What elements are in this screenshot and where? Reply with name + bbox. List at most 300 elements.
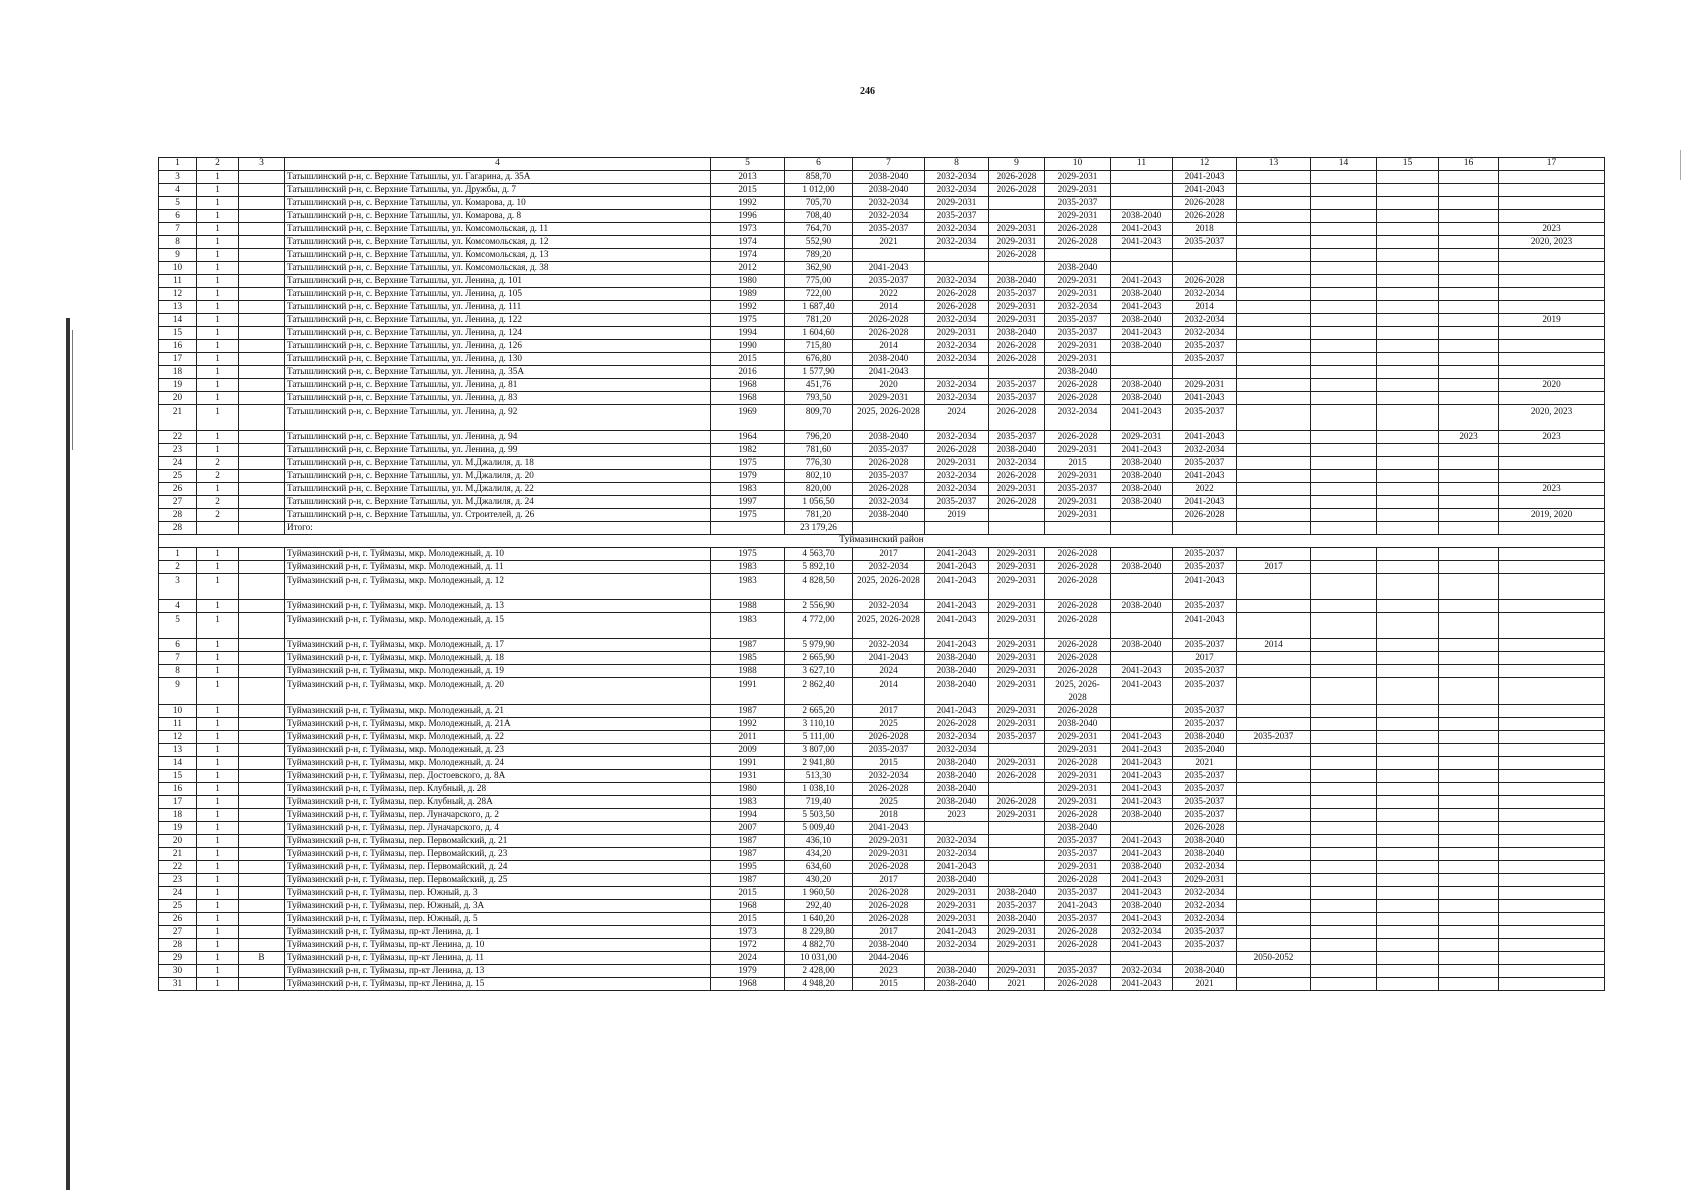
table-cell: 16 xyxy=(159,783,197,796)
table-cell: 2013 xyxy=(711,171,785,184)
table-cell xyxy=(239,913,285,926)
table-cell xyxy=(1045,952,1111,965)
table-cell: 2038-2040 xyxy=(989,275,1045,288)
table-cell xyxy=(1377,600,1439,613)
table-cell xyxy=(239,874,285,887)
table-cell: 2026-2028 xyxy=(1045,548,1111,561)
table-cell: 2032-2034 xyxy=(925,483,989,496)
table-cell: 451,76 xyxy=(785,379,853,392)
table-cell xyxy=(1377,197,1439,210)
table-cell xyxy=(1377,353,1439,366)
table-cell xyxy=(1237,184,1311,197)
table-cell xyxy=(711,522,785,535)
table-cell xyxy=(1237,548,1311,561)
table-cell: 764,70 xyxy=(785,223,853,236)
table-cell: 2029-2031 xyxy=(925,327,989,340)
table-cell: 1 687,40 xyxy=(785,301,853,314)
table-cell xyxy=(1311,574,1377,600)
table-cell: 5 xyxy=(159,613,197,639)
table-cell xyxy=(1377,262,1439,275)
table-cell xyxy=(925,262,989,275)
table-cell xyxy=(1237,197,1311,210)
table-cell xyxy=(1311,236,1377,249)
table-cell: 2041-2043 xyxy=(925,574,989,600)
table-cell xyxy=(989,522,1045,535)
table-cell: 2038-2040 xyxy=(1045,262,1111,275)
table-cell: 430,20 xyxy=(785,874,853,887)
table-row xyxy=(159,457,1605,470)
table-cell xyxy=(239,275,285,288)
table-cell xyxy=(989,848,1045,861)
table-cell: 5 892,10 xyxy=(785,561,853,574)
table-cell: 2044-2046 xyxy=(853,952,925,965)
table-cell: 2041-2043 xyxy=(1173,574,1237,600)
table-cell: 2024 xyxy=(711,952,785,965)
table-cell: 19 xyxy=(159,822,197,835)
table-cell xyxy=(989,952,1045,965)
table-cell: 2026-2028 xyxy=(853,483,925,496)
table-cell xyxy=(239,431,285,444)
address-cell: Татышлинский р-н, с. Верхние Татышлы, ул. Ленина, д. 92 xyxy=(285,405,711,431)
table-cell: 1 xyxy=(197,574,239,600)
table-cell: 4 882,70 xyxy=(785,939,853,952)
table-cell: 2032-2034 xyxy=(853,639,925,652)
table-cell xyxy=(1499,770,1605,783)
table-cell xyxy=(239,652,285,665)
table-cell xyxy=(1237,392,1311,405)
table-cell xyxy=(1311,783,1377,796)
table-cell xyxy=(1237,223,1311,236)
table-cell xyxy=(1439,483,1499,496)
table-cell: В xyxy=(239,952,285,965)
table-cell: 2041-2043 xyxy=(1111,796,1173,809)
table-cell: 2038-2040 xyxy=(853,171,925,184)
table-cell xyxy=(239,470,285,483)
table-cell xyxy=(1377,809,1439,822)
table-cell: 27 xyxy=(159,496,197,509)
table-cell xyxy=(1377,301,1439,314)
table-cell xyxy=(1377,926,1439,939)
table-cell xyxy=(1311,275,1377,288)
table-cell: 2041-2043 xyxy=(1111,327,1173,340)
table-row xyxy=(159,809,1605,822)
table-cell: 2029-2031 xyxy=(925,913,989,926)
table-cell xyxy=(1311,639,1377,652)
table-cell: 2038-2040 xyxy=(925,796,989,809)
address-cell: Туймазинский р-н, г. Туймазы, мкр. Молодежный, д. 11 xyxy=(285,561,711,574)
address-cell: Татышлинский р-н, с. Верхние Татышлы, ул. Дружбы, д. 7 xyxy=(285,184,711,197)
table-cell: 1983 xyxy=(711,574,785,600)
table-cell: 2026-2028 xyxy=(1045,665,1111,678)
table-cell xyxy=(1439,613,1499,639)
table-cell: 2032-2034 xyxy=(925,744,989,757)
table-cell: 1983 xyxy=(711,613,785,639)
table-cell xyxy=(1499,796,1605,809)
table-cell xyxy=(1311,405,1377,431)
table-cell: 2038-2040 xyxy=(1173,848,1237,861)
table-cell: 2029-2031 xyxy=(989,757,1045,770)
table-cell: 1974 xyxy=(711,236,785,249)
table-cell: 10 xyxy=(1045,158,1111,171)
table-cell: 1 xyxy=(197,548,239,561)
table-cell xyxy=(1377,718,1439,731)
table-cell: 17 xyxy=(159,796,197,809)
table-cell: 2026-2028 xyxy=(1045,809,1111,822)
scan-edge-mark xyxy=(66,318,70,1190)
table-cell: 2 xyxy=(197,457,239,470)
table-cell: 31 xyxy=(159,978,197,991)
table-cell xyxy=(1311,678,1377,705)
table-cell: 719,40 xyxy=(785,796,853,809)
table-cell xyxy=(1237,913,1311,926)
table-cell xyxy=(1377,431,1439,444)
table-cell xyxy=(1311,457,1377,470)
table-cell xyxy=(1377,496,1439,509)
table-cell xyxy=(1311,184,1377,197)
table-cell xyxy=(1439,405,1499,431)
table-cell: 513,30 xyxy=(785,770,853,783)
table-cell: 2029-2031 xyxy=(1045,184,1111,197)
table-row xyxy=(159,509,1605,522)
table-cell xyxy=(1311,197,1377,210)
table-cell: 1991 xyxy=(711,757,785,770)
table-row xyxy=(159,861,1605,874)
table-row xyxy=(159,770,1605,783)
table-cell xyxy=(1439,327,1499,340)
table-cell xyxy=(1311,340,1377,353)
table-cell xyxy=(1377,379,1439,392)
table-cell: 1997 xyxy=(711,496,785,509)
table-cell: 5 111,00 xyxy=(785,731,853,744)
table-cell xyxy=(1377,444,1439,457)
table-cell xyxy=(1237,796,1311,809)
table-cell: 1988 xyxy=(711,600,785,613)
table-cell: 2035-2037 xyxy=(1173,926,1237,939)
table-cell: 2035-2037 xyxy=(1173,783,1237,796)
table-cell xyxy=(1237,470,1311,483)
table-cell xyxy=(239,678,285,705)
table-cell: 2032-2034 xyxy=(1173,887,1237,900)
table-cell xyxy=(1111,652,1173,665)
table-cell xyxy=(239,366,285,379)
table-cell: 1 xyxy=(197,887,239,900)
table-cell: 2020, 2023 xyxy=(1499,236,1605,249)
table-cell xyxy=(1311,496,1377,509)
address-cell: Татышлинский р-н, с. Верхние Татышлы, ул. Ленина, д. 83 xyxy=(285,392,711,405)
table-cell xyxy=(925,952,989,965)
table-cell: 1 xyxy=(197,340,239,353)
table-cell xyxy=(1237,874,1311,887)
table-cell: 2029-2031 xyxy=(1045,861,1111,874)
table-cell: 6 xyxy=(785,158,853,171)
table-cell: 2038-2040 xyxy=(925,978,989,991)
table-row xyxy=(159,718,1605,731)
table-cell: 2041-2043 xyxy=(1111,223,1173,236)
table-cell xyxy=(1111,522,1173,535)
table-cell xyxy=(1237,600,1311,613)
table-cell: 2038-2040 xyxy=(925,665,989,678)
table-cell: 17 xyxy=(159,353,197,366)
table-cell: 2035-2037 xyxy=(1237,731,1311,744)
table-cell: 1987 xyxy=(711,874,785,887)
table-cell: 1 xyxy=(197,171,239,184)
table-cell: 27 xyxy=(159,926,197,939)
table-cell xyxy=(1377,796,1439,809)
table-cell xyxy=(1311,301,1377,314)
table-cell: 2019 xyxy=(1499,314,1605,327)
table-cell xyxy=(239,809,285,822)
table-cell xyxy=(1499,705,1605,718)
table-cell xyxy=(1111,705,1173,718)
table-cell xyxy=(1311,835,1377,848)
table-cell: 2025, 2026-2028 xyxy=(853,405,925,431)
table-cell: 8 229,80 xyxy=(785,926,853,939)
table-cell xyxy=(1311,288,1377,301)
table-cell: 1 577,90 xyxy=(785,366,853,379)
table-cell xyxy=(1377,874,1439,887)
table-cell xyxy=(989,262,1045,275)
table-cell: 2023 xyxy=(1499,483,1605,496)
table-cell xyxy=(1377,835,1439,848)
table-row xyxy=(159,171,1605,184)
table-cell xyxy=(1173,952,1237,965)
table-cell: 2017 xyxy=(853,874,925,887)
table-cell: 2026-2028 xyxy=(1045,705,1111,718)
table-cell: 26 xyxy=(159,913,197,926)
table-cell: 1 xyxy=(197,483,239,496)
table-cell: 2041-2043 xyxy=(853,262,925,275)
table-cell: 3 xyxy=(159,574,197,600)
table-cell xyxy=(1377,744,1439,757)
table-cell xyxy=(1311,522,1377,535)
address-cell: Туймазинский р-н, г. Туймазы, мкр. Молодежный, д. 18 xyxy=(285,652,711,665)
table-cell xyxy=(1439,353,1499,366)
table-cell: 4 948,20 xyxy=(785,978,853,991)
table-cell xyxy=(1377,978,1439,991)
table-cell xyxy=(239,600,285,613)
table-cell: 3 xyxy=(159,171,197,184)
table-cell xyxy=(1499,978,1605,991)
table-cell: 17 xyxy=(1499,158,1605,171)
table-cell: 1 xyxy=(197,379,239,392)
table-cell xyxy=(1499,809,1605,822)
table-cell: 5 503,50 xyxy=(785,809,853,822)
table-cell xyxy=(1237,900,1311,913)
table-cell xyxy=(1377,249,1439,262)
table-cell: 2041-2043 xyxy=(1111,236,1173,249)
table-cell: 1 xyxy=(197,913,239,926)
table-cell: 2035-2037 xyxy=(989,288,1045,301)
address-cell: Итого: xyxy=(285,522,711,535)
table-cell: 2041-2043 xyxy=(1111,665,1173,678)
table-cell: 2029-2031 xyxy=(1045,744,1111,757)
table-cell: 2035-2037 xyxy=(1173,639,1237,652)
table-cell: 2041-2043 xyxy=(925,561,989,574)
table-cell: 2035-2037 xyxy=(1173,561,1237,574)
table-cell: 2014 xyxy=(853,340,925,353)
table-cell: 2016 xyxy=(711,366,785,379)
table-cell: 2032-2034 xyxy=(925,392,989,405)
table-cell xyxy=(1377,288,1439,301)
page-number: 246 xyxy=(860,86,875,97)
table-cell xyxy=(1499,757,1605,770)
table-cell xyxy=(1499,301,1605,314)
table-cell xyxy=(1377,900,1439,913)
table-cell xyxy=(1377,939,1439,952)
table-cell: 2041-2043 xyxy=(1111,978,1173,991)
table-cell: 13 xyxy=(159,301,197,314)
table-cell xyxy=(1237,757,1311,770)
table-cell xyxy=(1439,652,1499,665)
table-cell: 781,20 xyxy=(785,509,853,522)
table-cell: 2035-2037 xyxy=(1173,678,1237,705)
table-cell: 16 xyxy=(1439,158,1499,171)
address-cell: Татышлинский р-н, с. Верхние Татышлы, ул. М.Джалиля, д. 20 xyxy=(285,470,711,483)
table-cell: 2029-2031 xyxy=(989,314,1045,327)
table-cell: 2014 xyxy=(1237,639,1311,652)
table-row xyxy=(159,705,1605,718)
address-cell: Туймазинский р-н, г. Туймазы, пр-кт Ленина, д. 13 xyxy=(285,965,711,978)
table-cell xyxy=(1237,613,1311,639)
table-cell: 9 xyxy=(159,678,197,705)
table-cell: 1979 xyxy=(711,965,785,978)
table-row xyxy=(159,848,1605,861)
table-cell: 2029-2031 xyxy=(1045,731,1111,744)
table-cell xyxy=(1237,809,1311,822)
address-cell: Туймазинский р-н, г. Туймазы, мкр. Молодежный, д. 21 xyxy=(285,705,711,718)
address-cell: Татышлинский р-н, с. Верхние Татышлы, ул. Комсомольская, д. 11 xyxy=(285,223,711,236)
table-cell: 1989 xyxy=(711,288,785,301)
table-cell: 2011 xyxy=(711,731,785,744)
table-cell xyxy=(1311,900,1377,913)
table-cell xyxy=(1439,288,1499,301)
table-cell: 2032-2034 xyxy=(925,340,989,353)
table-cell: 2035-2037 xyxy=(989,900,1045,913)
table-cell: 2035-2037 xyxy=(853,470,925,483)
table-row xyxy=(159,574,1605,600)
table-cell: 1 xyxy=(197,665,239,678)
address-cell: Туймазинский р-н, г. Туймазы, пер. Южный, д. 3А xyxy=(285,900,711,913)
table-cell xyxy=(1111,613,1173,639)
table-cell xyxy=(1439,939,1499,952)
table-row xyxy=(159,184,1605,197)
table-cell: 2032-2034 xyxy=(853,210,925,223)
table-cell xyxy=(1045,522,1111,535)
table-cell: 2032-2034 xyxy=(925,314,989,327)
table-cell: 2026-2028 xyxy=(989,405,1045,431)
table-cell xyxy=(1439,783,1499,796)
table-cell xyxy=(1377,457,1439,470)
table-cell: 1 xyxy=(197,639,239,652)
table-cell: 2029-2031 xyxy=(1045,340,1111,353)
table-cell: 2038-2040 xyxy=(1111,288,1173,301)
table-cell: 2029-2031 xyxy=(1045,509,1111,522)
table-cell: 1 xyxy=(197,939,239,952)
table-cell xyxy=(1237,301,1311,314)
table-cell xyxy=(239,822,285,835)
address-cell: Туймазинский р-н, г. Туймазы, пр-кт Ленина, д. 1 xyxy=(285,926,711,939)
table-cell xyxy=(1439,848,1499,861)
table-cell: 2025 xyxy=(853,718,925,731)
table-row xyxy=(159,197,1605,210)
table-cell xyxy=(1439,509,1499,522)
table-cell: 820,00 xyxy=(785,483,853,496)
table-cell: 2041-2043 xyxy=(925,861,989,874)
table-cell xyxy=(1111,366,1173,379)
table-cell: 2035-2037 xyxy=(989,731,1045,744)
table-cell: 2026-2028 xyxy=(853,314,925,327)
table-cell: 2038-2040 xyxy=(925,757,989,770)
table-cell: 2012 xyxy=(711,262,785,275)
table-cell: 2 xyxy=(197,470,239,483)
table-cell: 1980 xyxy=(711,783,785,796)
table-cell: 13 xyxy=(159,744,197,757)
table-cell xyxy=(1237,509,1311,522)
table-cell: 1974 xyxy=(711,249,785,262)
table-cell: 2026-2028 xyxy=(1045,392,1111,405)
table-cell xyxy=(1237,705,1311,718)
table-cell xyxy=(1173,249,1237,262)
table-cell: 2026-2028 xyxy=(989,184,1045,197)
table-cell: 2019, 2020 xyxy=(1499,509,1605,522)
table-cell: 2032-2034 xyxy=(925,470,989,483)
table-cell: 18 xyxy=(159,366,197,379)
address-cell: Туймазинский р-н, г. Туймазы, мкр. Молодежный, д. 13 xyxy=(285,600,711,613)
table-cell: 2009 xyxy=(711,744,785,757)
table-cell xyxy=(1377,275,1439,288)
table-cell: 13 xyxy=(1237,158,1311,171)
table-cell: 1985 xyxy=(711,652,785,665)
table-cell: 2029-2031 xyxy=(989,678,1045,705)
table-cell: 2029-2031 xyxy=(1045,444,1111,457)
table-cell xyxy=(1499,952,1605,965)
table-cell: 1968 xyxy=(711,379,785,392)
table-cell: 24 xyxy=(159,457,197,470)
table-cell: 2032-2034 xyxy=(1111,926,1173,939)
table-cell xyxy=(1439,913,1499,926)
table-cell: 2029-2031 xyxy=(925,457,989,470)
table-cell: 2038-2040 xyxy=(1111,809,1173,822)
table-cell: 2 862,40 xyxy=(785,678,853,705)
table-cell xyxy=(1237,522,1311,535)
table-cell xyxy=(1439,874,1499,887)
scan-edge-tick xyxy=(72,330,73,450)
table-cell: 2032-2034 xyxy=(925,431,989,444)
table-cell xyxy=(239,223,285,236)
table-cell xyxy=(197,522,239,535)
table-cell xyxy=(1311,757,1377,770)
table-cell: 2038-2040 xyxy=(1111,392,1173,405)
table-cell: 2029-2031 xyxy=(989,561,1045,574)
table-cell xyxy=(239,861,285,874)
table-cell xyxy=(1499,822,1605,835)
table-cell xyxy=(1311,770,1377,783)
table-cell xyxy=(239,548,285,561)
table-cell xyxy=(1377,574,1439,600)
table-cell xyxy=(1499,574,1605,600)
table-cell: 2038-2040 xyxy=(1045,718,1111,731)
table-cell: 2035-2037 xyxy=(853,275,925,288)
table-cell: 1 xyxy=(197,965,239,978)
table-cell: 2035-2037 xyxy=(989,379,1045,392)
table-cell xyxy=(239,665,285,678)
table-cell: 1 xyxy=(197,678,239,705)
table-cell: 2017 xyxy=(853,705,925,718)
scan-edge-tick-right xyxy=(1680,150,1681,180)
table-cell: 5 979,90 xyxy=(785,639,853,652)
table-cell: 2038-2040 xyxy=(1111,314,1173,327)
table-cell: 1 xyxy=(197,327,239,340)
